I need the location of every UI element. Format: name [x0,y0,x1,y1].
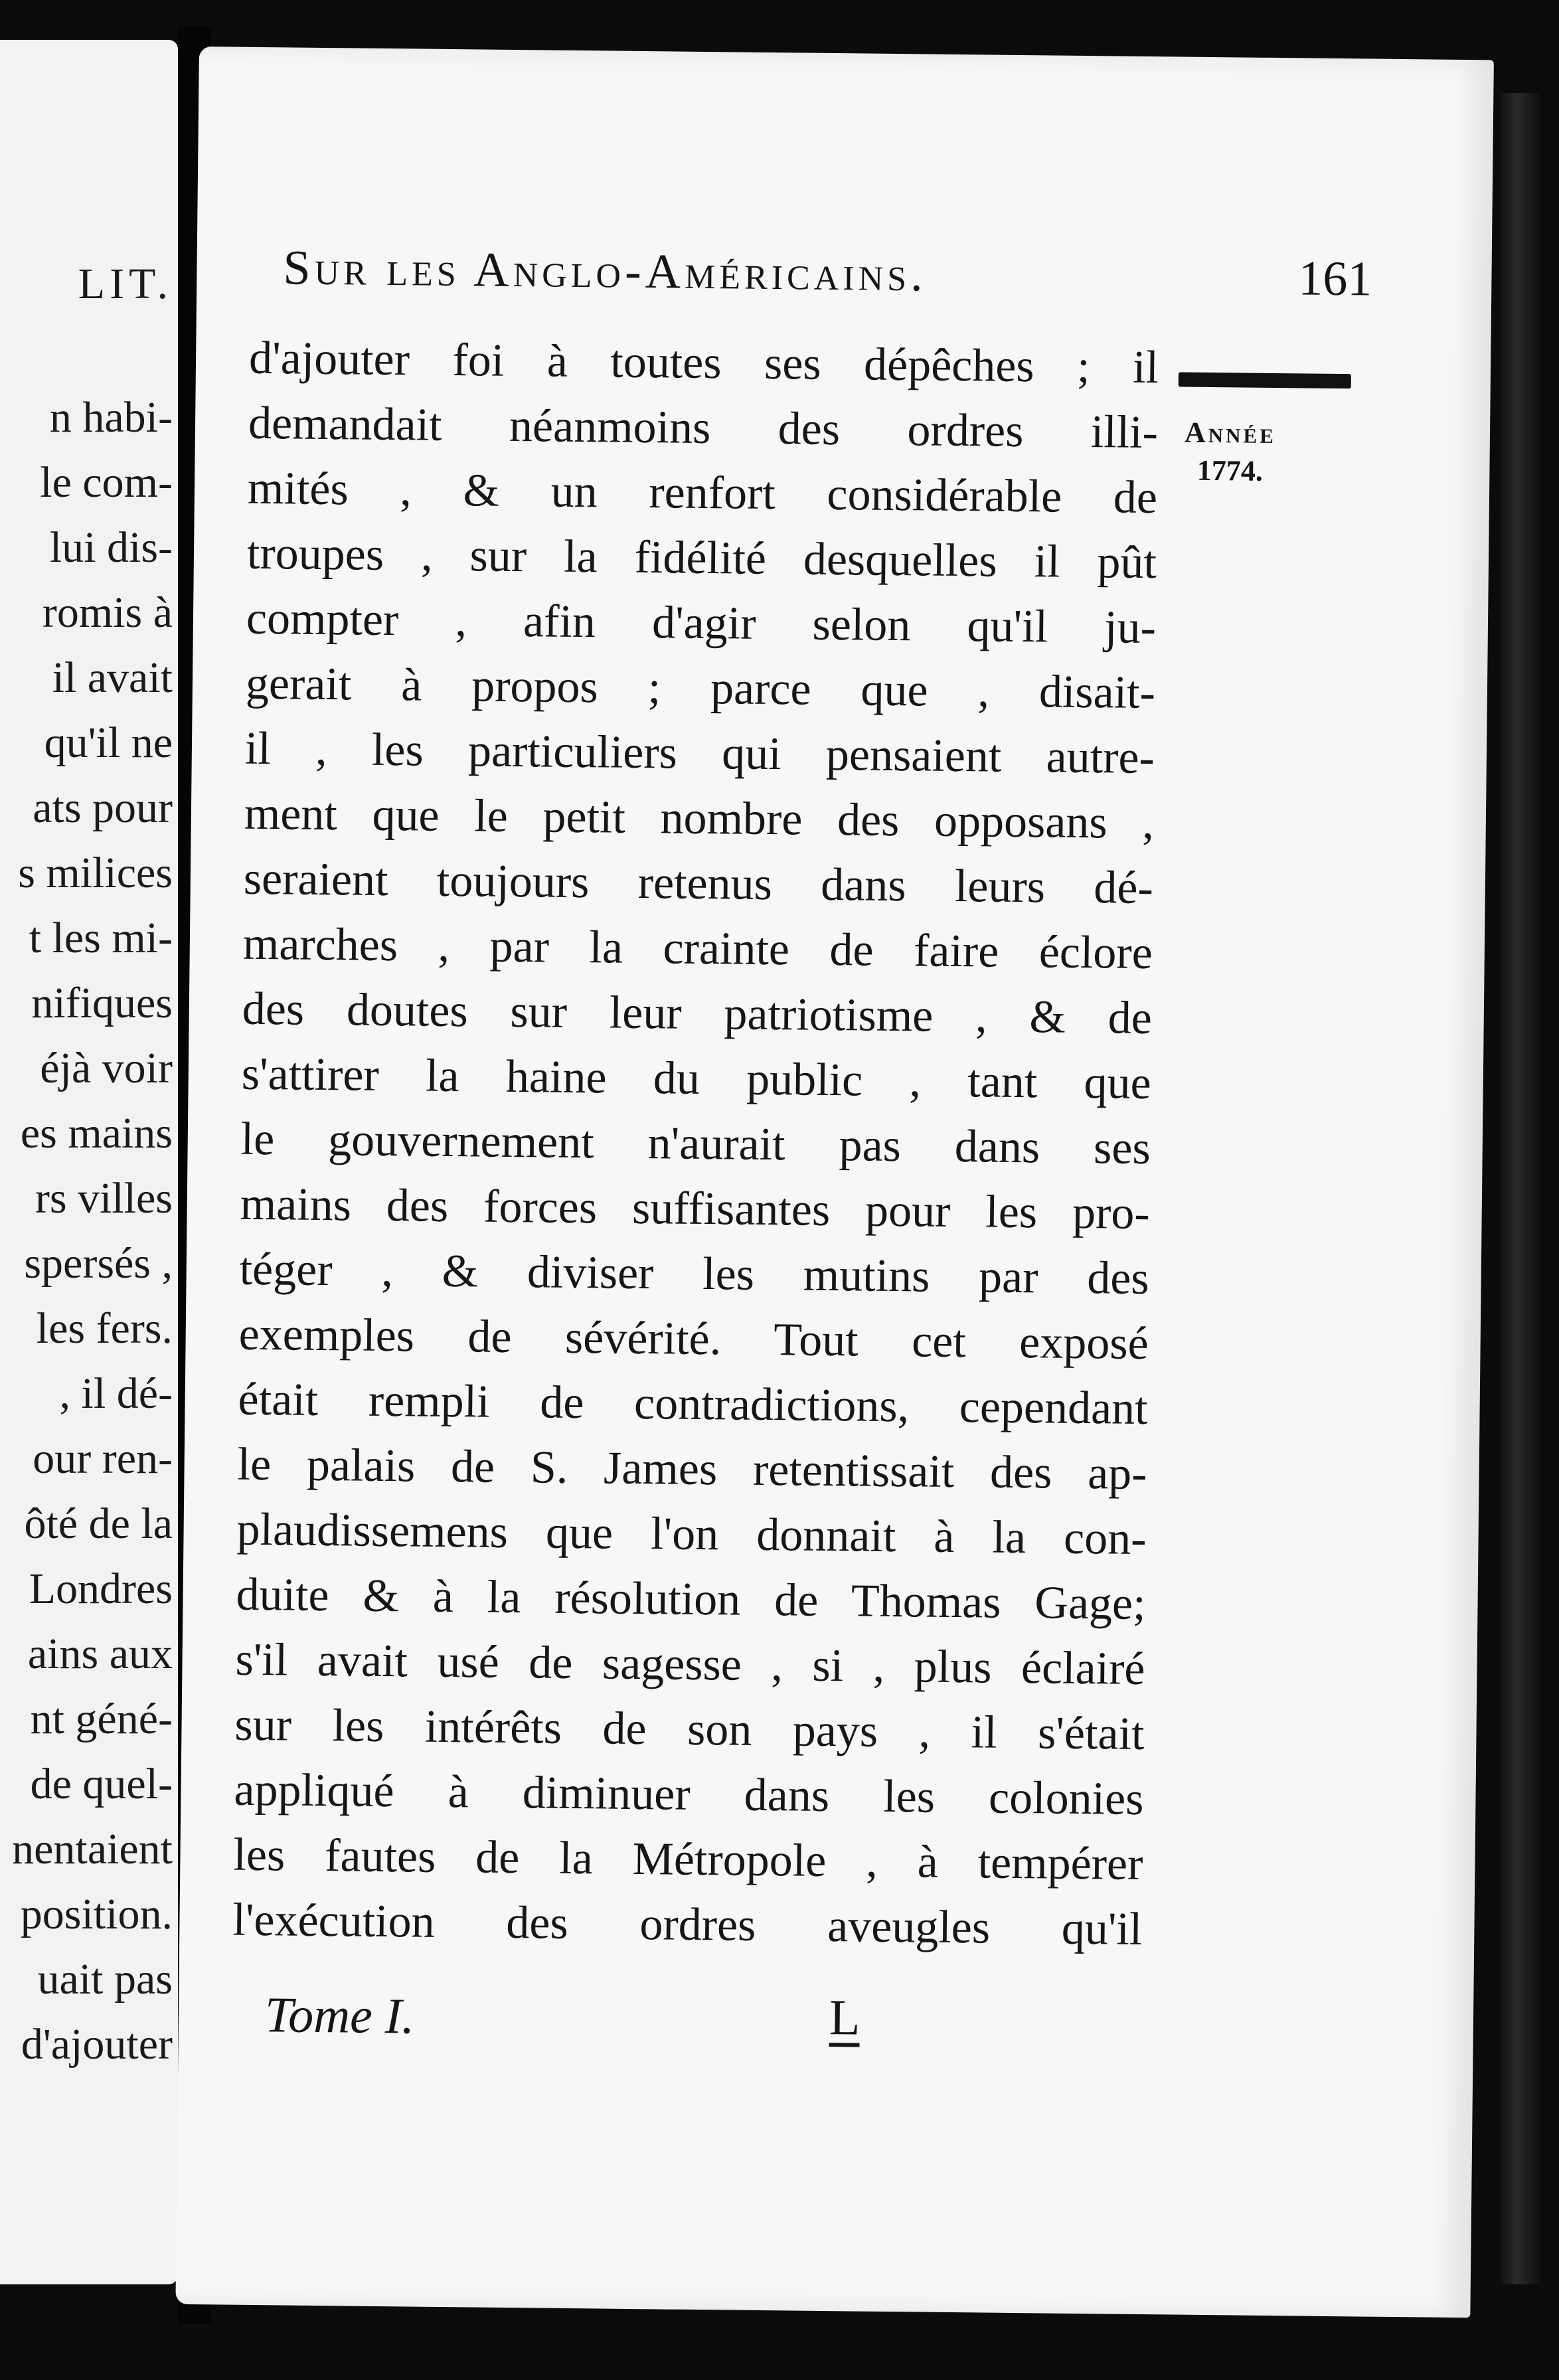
text-line: d'ajouter [21,2020,173,2069]
page-number: 161 [1298,251,1372,307]
margin-rule [1179,372,1351,388]
text-line: mains des forces suffisantes pour les pro- [240,1178,1151,1240]
text-line: éjà voir [40,1044,173,1092]
text-line: nt géné- [30,1695,173,1743]
page-body-text [232,326,1159,1962]
margin-year-label: Année [1184,416,1277,450]
text-line: marches , par la crainte de faire éclore [242,918,1153,979]
text-line: our ren- [33,1434,173,1483]
text-line: le gouvernement n'aurait pas dans ses [240,1113,1151,1175]
margin-year-value: 1774. [1196,454,1264,487]
text-line: n habi- [49,393,173,442]
gathering-signature: L [829,1990,861,2046]
text-line: uait pas [37,1955,173,2003]
text-line: nentaient [12,1825,173,1873]
left-facing-page [0,40,178,2284]
text-line: sur les intérêts de son pays , il s'était [234,1699,1145,1760]
text-line: position. [20,1890,173,1938]
text-line: il avait [52,653,173,702]
text-line: ains aux [27,1630,173,1678]
running-head: Sur les Anglo-Américains. [283,240,928,302]
text-line: seraient toujours retenus dans leurs dé- [243,853,1154,914]
page-edge-shadow [1501,93,1540,2284]
text-line: de quel- [30,1760,173,1808]
text-line: d'ajouter foi à toutes ses dépêches ; il [248,332,1159,394]
text-line: rs villes [35,1174,173,1223]
text-line: il , les particuliers qui pensaient autre- [244,722,1155,784]
text-line: nifiques [31,979,173,1027]
text-line: es mains [20,1109,173,1157]
text-line: était rempli de contradictions, cependant [238,1373,1148,1435]
text-line: ôté de la [24,1499,173,1548]
text-line: ats pour [33,784,173,832]
text-line: les fautes de la Métropole , à tempérer [233,1829,1143,1891]
text-line: le palais de S. James retentissait des ap- [237,1438,1147,1500]
main-page [175,46,1493,2318]
text-line: Londres [29,1565,173,1613]
text-line: romis à [42,588,173,637]
text-line: troupes , sur la fidélité desquelles il pût [246,527,1157,589]
text-line: s'attirer la haine du public , tant que [241,1048,1152,1110]
text-line: demandait néanmoins des ordres illi- [248,397,1159,459]
text-line: appliqué à diminuer dans les colonies [234,1764,1144,1826]
text-line: l'exécution des ordres aveugles qu'il [232,1894,1143,1956]
text-line: compter , afin d'agir selon qu'il ju- [246,592,1157,654]
text-line: exemples de sévérité. Tout cet exposé [238,1308,1149,1370]
text-line: , il dé- [59,1369,173,1418]
text-line: mités , & un renfort considérable de [247,462,1158,524]
volume-signature: Tome I. [264,1987,415,2045]
text-line: spersés , [24,1239,173,1288]
text-line: qu'il ne [44,719,173,767]
margin-note [1184,416,1276,488]
text-line: les fers. [36,1304,173,1353]
left-running-head: LIT. [78,260,173,308]
text-line: lui dis- [49,523,173,572]
text-line: s milices [18,849,173,897]
text-line: des doutes sur leur patriotisme , & de [242,983,1153,1045]
left-page-text [12,385,173,2077]
text-line: gerait à propos ; parce que , disait- [245,657,1156,719]
text-line: téger , & diviser les mutins par des [239,1243,1150,1305]
text-line: le com- [40,458,173,507]
text-line: s'il avait usé de sagesse , si , plus éclairé [235,1634,1145,1695]
text-line: plaudissemens que l'on donnait à la con- [236,1503,1147,1565]
text-line: duite & à la résolution de Thomas Gage; [236,1569,1146,1630]
text-line: ment que le petit nombre des opposans , [244,788,1155,849]
text-line: t les mi- [29,914,173,962]
